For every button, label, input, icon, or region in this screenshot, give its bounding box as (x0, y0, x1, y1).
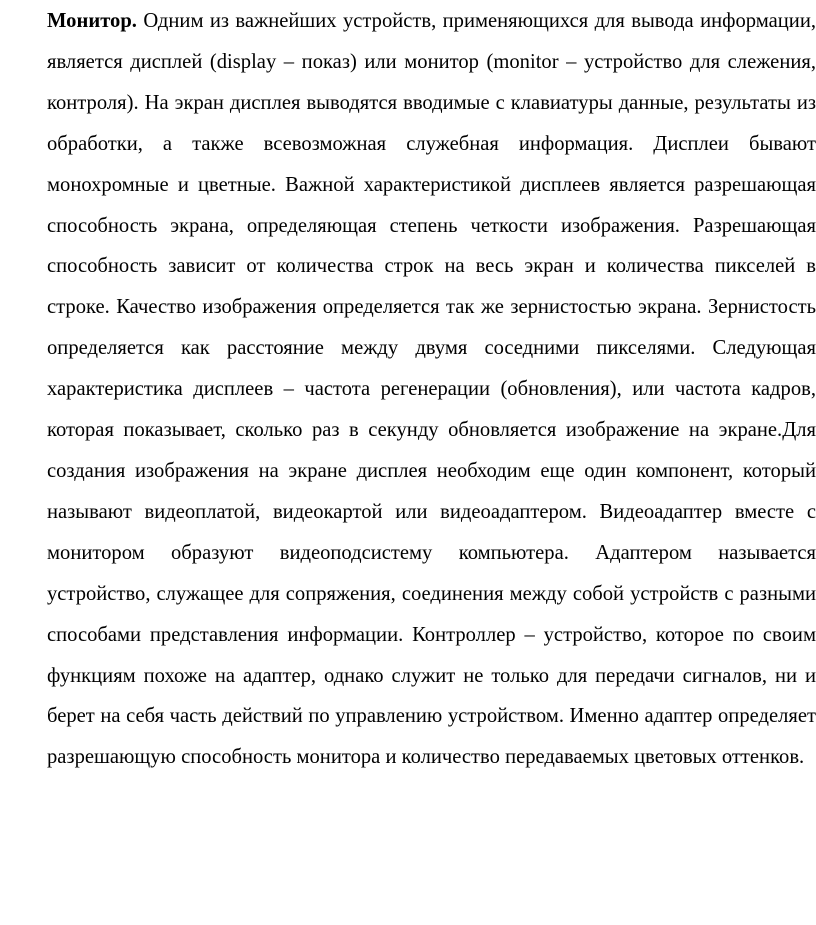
document-page (47, 0, 816, 925)
paragraph-body: Одним из важнейших устройств, применяющихся для вывода информации, является дисплей (display – показ) или монитор (monitor – устройство для слежения, контроля). На экран дисплея выводятся вводимые с клавиатуры данные, результаты из обработки, а также всевозможная служебная информация. Дисплеи бывают монохромные и цветные. Важной характеристикой дисплеев является разрешающая способность экрана, определяющая степень четкости изображения. Разрешающая способность зависит от количества строк на весь экран и количества пикселей в строке. Качество изображения определяется так же зернистостью экрана. Зернистость определяется как расстояние между двумя соседними пикселями. Следующая характеристика дисплеев – частота регенерации (обновления), или частота кадров, которая показывает, сколько раз в секунду обновляется изображение на экране.Для создания изображения на экране дисплея необходим еще один компонент, который называют видеоплатой, видеокартой или видеоадаптером. Видеоадаптер вместе с монитором образуют видеоподсистему компьютера. Адаптером называется устройство, служащее для сопряжения, соединения между собой устройств с разными способами представления информации. Контроллер – устройство, которое по своим функциям похоже на адаптер, однако служит не только для передачи сигналов, ни и берет на себя часть действий по управлению устройством. Именно адаптер определяет разрешающую способность монитора и количество передаваемых цветовых оттенков. (47, 10, 816, 769)
monitor-paragraph (47, 0, 816, 778)
lead-term: Монитор. (47, 10, 137, 32)
